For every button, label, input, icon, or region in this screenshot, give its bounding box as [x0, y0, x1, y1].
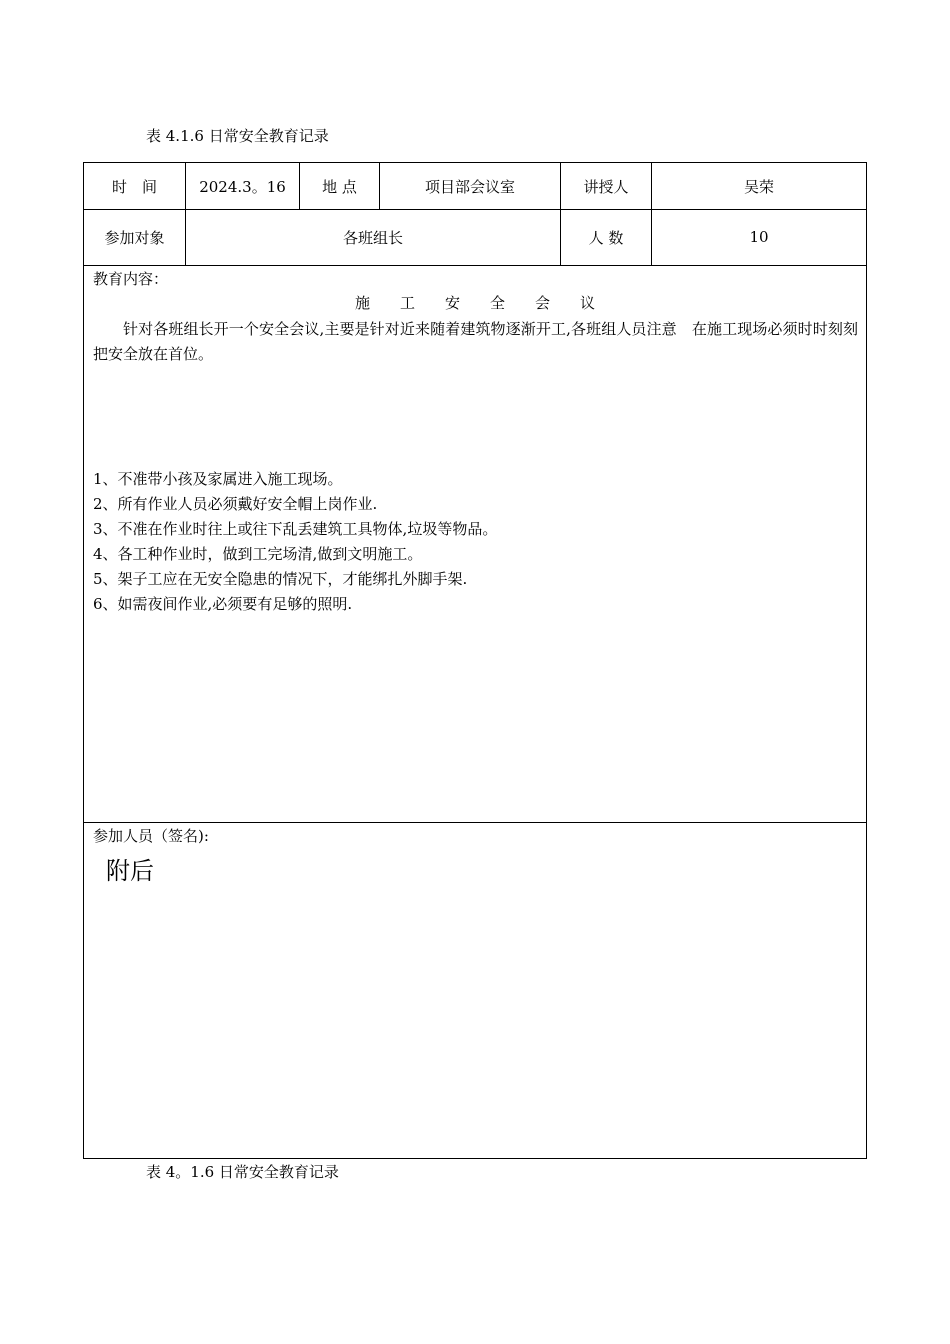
header-row-2	[84, 209, 866, 266]
content-heading: 施工安全会议	[354, 294, 625, 312]
rule-item: 6、如需夜间作业,必须要有足够的照明.	[93, 595, 353, 613]
lecturer-value: 吴荣	[743, 177, 774, 196]
rule-item: 2、所有作业人员必须戴好安全帽上岗作业.	[93, 495, 378, 513]
signature-section	[84, 822, 866, 1158]
time-label: 时 间	[84, 163, 186, 209]
safety-education-record-table	[83, 162, 867, 1159]
participants-label: 参加对象	[84, 209, 186, 265]
header-row-1	[84, 163, 866, 210]
safety-rules-list	[93, 467, 858, 617]
education-content-section	[84, 265, 866, 823]
content-label: 教育内容：	[93, 270, 169, 288]
count-label: 人 数	[561, 209, 652, 265]
signature-label: 参加人员（签名):	[93, 827, 209, 845]
place-value: 项目部会议室	[380, 163, 561, 209]
table-caption-bottom: 表 4。1.6 日常安全教育记录	[146, 1163, 339, 1181]
rule-item: 5、架子工应在无安全隐患的情况下，才能绑扎外脚手架.	[93, 570, 468, 588]
signature-note: 附后	[106, 857, 154, 885]
rule-item: 3、不准在作业时往上或往下乱丢建筑工具物体,垃圾等物品。	[93, 520, 498, 538]
content-intro: 针对各班组长开一个安全会议,主要是针对近来随着建筑物逐渐开工,各班组人员注意 在施工现场必须时时刻刻把安全放在首位。	[93, 320, 858, 363]
participants-value: 各班组长	[186, 209, 561, 265]
count-value: 10	[749, 228, 769, 246]
lecturer-label: 讲授人	[561, 163, 652, 209]
time-value: 2024.3。16	[186, 163, 300, 209]
place-label: 地 点	[300, 163, 380, 209]
rule-item: 4、各工种作业时，做到工完场清,做到文明施工。	[93, 545, 423, 563]
table-caption-top: 表 4.1.6 日常安全教育记录	[146, 127, 329, 145]
rule-item: 1、不准带小孩及家属进入施工现场。	[93, 470, 343, 488]
